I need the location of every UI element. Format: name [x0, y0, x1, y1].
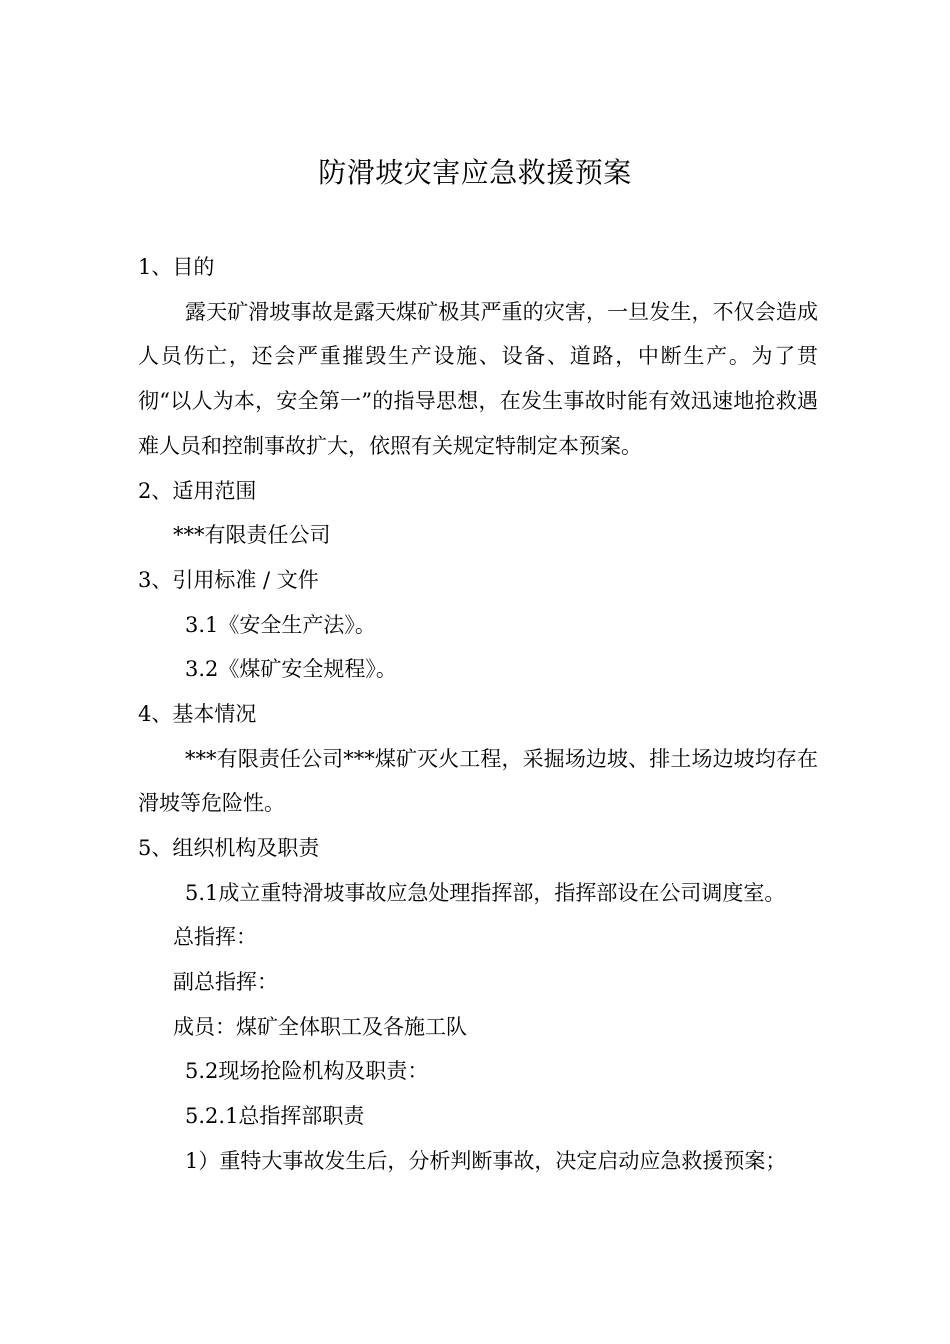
reference-item-2: 3.2《煤矿安全规程》。 [185, 657, 397, 682]
deputy-commander-line: 副总指挥： [173, 970, 278, 995]
document-title: 防滑坡灾害应急救援预案 [318, 156, 632, 189]
reference-item-1: 3.1《安全生产法》。 [185, 612, 376, 637]
duty-item-1: 1）重特大事故发生后，分析判断事故，决定启动应急救援预案； [185, 1148, 787, 1173]
organization-item-5-1: 5.1成立重特滑坡事故应急处理指挥部，指挥部设在公司调度室。 [185, 880, 786, 905]
document-body [138, 245, 818, 1184]
organization-item-5-2-1: 5.2.1总指挥部职责 [185, 1104, 365, 1129]
paragraph-purpose: 露天矿滑坡事故是露天煤矿极其严重的灾害，一旦发生，不仅会造成人员伤亡，还会严重摧毁生产设施、设备、道路，中断生产。为了贯彻“以人为本，安全第一”的指导思想，在发生事故时能有效迅速地抢救遇难人员和控制事故扩大，依照有关规定特制定本预案。 [138, 299, 818, 458]
section-heading-scope: 2、适用范围 [138, 478, 257, 503]
organization-item-5-2: 5.2现场抢险机构及职责： [185, 1059, 429, 1084]
scope-text: ***有限责任公司 [173, 523, 331, 548]
members-line: 成员：煤矿全体职工及各施工队 [173, 1014, 467, 1039]
section-heading-organization: 5、组织机构及职责 [138, 836, 320, 861]
section-heading-references: 3、引用标准 / 文件 [138, 567, 319, 592]
section-heading-basic-info: 4、基本情况 [138, 701, 257, 726]
section-heading-purpose: 1、目的 [138, 255, 215, 279]
paragraph-basic-info: ***有限责任公司***煤矿灭火工程，采掘场边坡、排土场边坡均存在滑坡等危险性。 [138, 746, 818, 816]
commander-line: 总指挥： [173, 925, 257, 950]
